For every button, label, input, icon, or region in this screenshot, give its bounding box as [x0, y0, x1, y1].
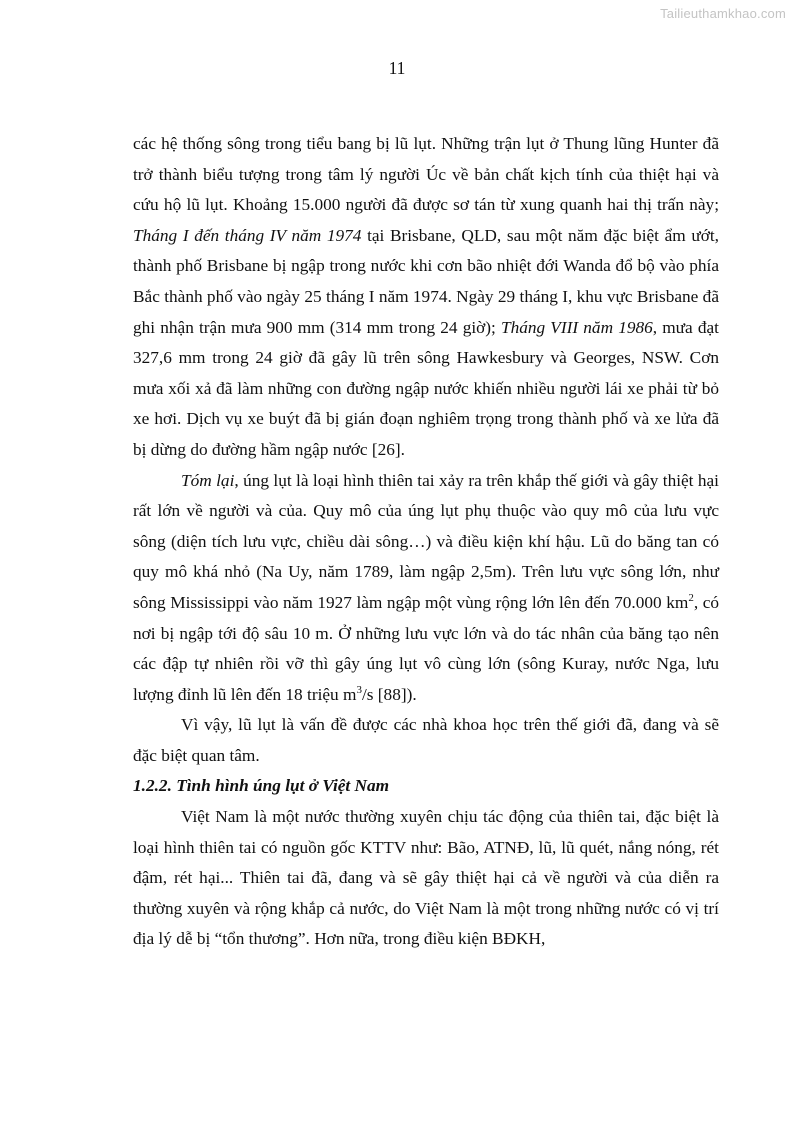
paragraph-vietnam: Việt Nam là một nước thường xuyên chịu tác động của thiên tai, đặc biệt là loại hình thiên tai có nguồn gốc KTTV như: Bão, ATNĐ, lũ, lũ quét, nắng nóng, rét đậm, rét hại... Thiên tai đã, đang và sẽ gây thiệt hại cả về người và của diễn ra thường xuyên và rộng khắp cả nước, do Việt Nam là một trong những nước có vị trí địa lý dễ bị “tổn thương”. Hơn nữa, trong điều kiện BĐKH, — [133, 807, 719, 949]
superscript-2: 2 — [688, 592, 694, 605]
paragraph-summary — [133, 466, 719, 711]
watermark: Tailieuthamkhao.com — [660, 6, 786, 21]
text-run: các hệ thống sông trong tiểu bang bị lũ lụt. Những trận lụt ở Thung lũng Hunter đã trở thành biểu tượng trong tâm lý người Úc về bản chất kịch tính của thiệt hại và cứu hộ lũ lụt. Khoảng 15.000 người đã được sơ tán từ xung quanh hai thị trấn này; — [133, 134, 719, 215]
page-number: 11 — [388, 58, 406, 78]
paragraph-australia-floods — [133, 129, 719, 466]
italic-date-1986: Tháng VIII năm 1986 — [500, 317, 653, 337]
text-run: , úng lụt là loại hình thiên tai xảy ra trên khắp thế giới và gây thiệt hại rất lớn về người và của. Quy mô của úng lụt phụ thuộc vào quy mô của lưu vực sông (diện tích lưu vực, chiều dài sông…) và điều kiện khí hậu. Lũ do băng tan có quy mô khá nhỏ (Na Uy, năm 1789, làm ngập 2,5m). Trên lưu vực sông lớn, như sông Mississippi vào năm 1927 làm ngập một vùng rộng lớn lên đến 70.000 km — [133, 470, 719, 612]
text-run: tại Brisbane, QLD, sau một năm đặc biệt ẩm ướt, thành phố Brisbane bị ngập trong nước khi cơn bão nhiệt đới Wanda đổ bộ vào phía Bắc thành phố vào ngày 25 tháng I năm 1974. Ngày 29 tháng I, khu vực Brisbane đã ghi nhận trận mưa 900 mm (314 mm trong 24 giờ); — [133, 225, 719, 337]
paragraph-conclusion: Vì vậy, lũ lụt là vấn đề được các nhà khoa học trên thế giới đã, đang và sẽ đặc biệt quan tâm. — [133, 715, 719, 765]
text-run: , có nơi bị ngập tới độ sâu 10 m. Ở những lưu vực lớn và do tác nhân của băng tạo nên các đập tự nhiên rồi vỡ thì gây úng lụt vô cùng lớn (sông Kuray, nước Nga, lưu lượng đỉnh lũ lên đến 18 triệu m — [133, 592, 719, 704]
italic-date-1974: Tháng I đến tháng IV năm 1974 — [133, 225, 362, 245]
italic-lead-phrase: Tóm lại — [181, 470, 235, 490]
text-run: , mưa đạt 327,6 mm trong 24 giờ đã gây lũ trên sông Hawkesbury và Georges, NSW. Cơn mưa xối xả đã làm những con đường ngập nước khiến nhiều người lái xe phải từ bỏ xe hơi. Dịch vụ xe buýt đã bị gián đoạn nghiêm trọng trong thành phố và xe lửa đã bị dừng do đường hầm ngập nước [26]. — [133, 317, 719, 459]
document-body — [133, 129, 719, 955]
section-heading: 1.2.2. Tình hình úng lụt ở Việt Nam — [133, 776, 390, 796]
superscript-3: 3 — [356, 683, 362, 696]
text-run: /s [88]). — [361, 684, 417, 704]
